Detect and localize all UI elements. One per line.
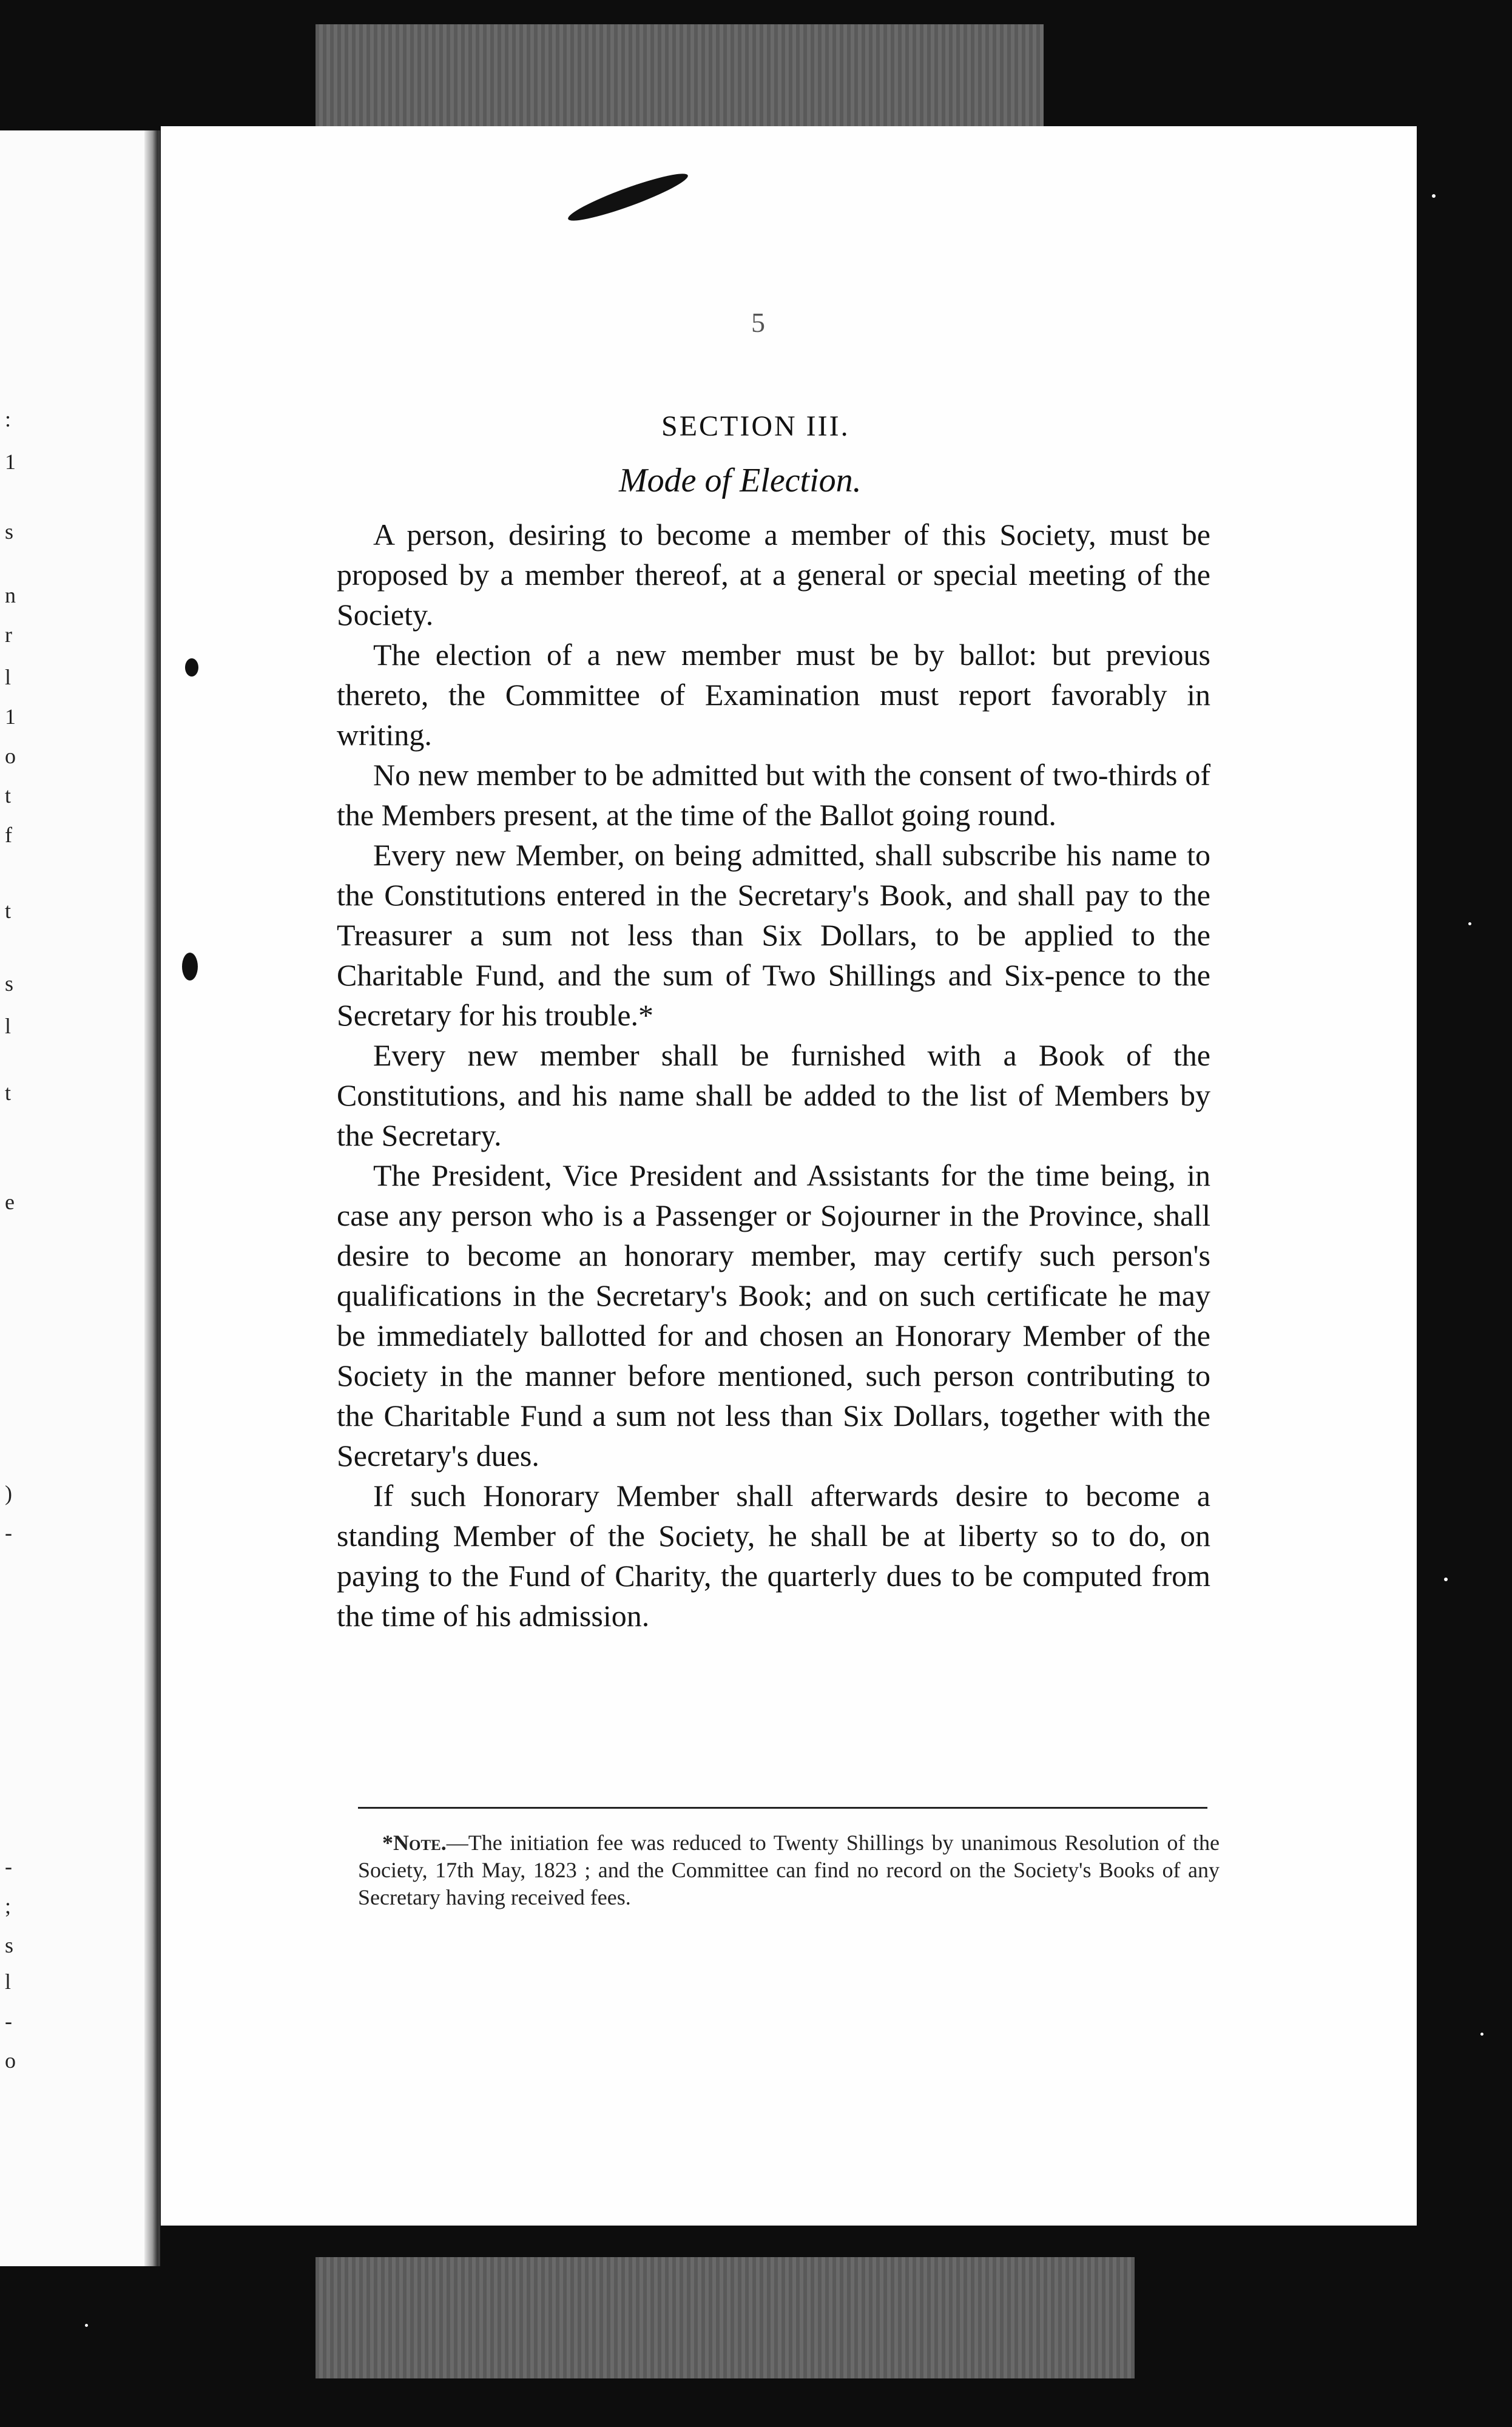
facing-page-edge: [0, 130, 160, 2266]
paragraph: If such Honorary Member shall afterwards desire to become a standing Member of the Society, he shall be at liberty so to do, on paying to the Fund of Charity, the quarterly dues to be computed from the time of his admission.: [337, 1479, 1210, 1633]
paragraph: Every new member shall be furnished with a Book of the Constitutions, and his name shall be added to the list of Members by the Secretary.: [337, 1038, 1210, 1152]
book-spine: [144, 130, 158, 2266]
ink-blot: [182, 953, 198, 981]
margin-fragment: r: [5, 623, 12, 647]
paragraph: A person, desiring to become a member of this Society, must be proposed by a member thereof, at a general or special meeting of the Society.: [337, 518, 1210, 632]
ink-blot: [185, 658, 198, 677]
margin-fragment: -: [5, 2009, 12, 2033]
margin-fragment: s: [5, 1933, 14, 1957]
page-number: 5: [751, 307, 765, 338]
margin-fragment: 1: [5, 450, 16, 474]
margin-fragment: f: [5, 823, 12, 847]
paragraph: Every new Member, on being admitted, shall subscribe his name to the Constitutions entered in the Secretary's Book, and shall pay to the Treasurer a sum not less than Six Dollars, to be applied to the Charitable Fund, and the sum of Two Shillings and Six-pence to the Secretary for his trouble.*: [337, 838, 1210, 1032]
margin-fragment: s: [5, 971, 14, 996]
margin-fragment: -: [5, 1521, 12, 1545]
scan-speck: [1444, 1578, 1448, 1581]
margin-fragment: l: [5, 1014, 12, 1038]
margin-fragment: t: [5, 783, 12, 808]
margin-fragment: o: [5, 744, 16, 768]
footnote-label: *Note.: [382, 1831, 447, 1855]
footnote-rule: [358, 1807, 1207, 1809]
margin-fragment: e: [5, 1190, 15, 1214]
body-text: [337, 515, 1210, 1636]
margin-fragment: s: [5, 519, 14, 544]
footnote: [358, 1829, 1220, 1911]
margin-fragment: -: [5, 1854, 12, 1878]
scan-speck: [1468, 922, 1471, 925]
section-subheading: Mode of Election.: [619, 462, 862, 499]
paragraph: The President, Vice President and Assistants for the time being, in case any person who is a Passenger or Sojourner in the Province, shall desire to become an honorary member, may certify such person's qualifications in the Secretary's Book; and on such certificate he may be immediately ballotted for and chosen an Honorary Member of the Society in the manner before mentioned, such person contributing to the Charitable Fund a sum not less than Six Dollars, together with the Secretary's dues.: [337, 1158, 1210, 1473]
margin-fragment: n: [5, 583, 16, 607]
paragraph: The election of a new member must be by ballot: but previous thereto, the Committee of Examination must report favorably in writing.: [337, 638, 1210, 752]
margin-fragment: l: [5, 665, 12, 689]
scan-speck: [1480, 2033, 1483, 2036]
scan-speck: [85, 2324, 88, 2327]
scan-backdrop-bottom: [316, 2257, 1135, 2378]
margin-fragment: o: [5, 2048, 16, 2073]
margin-fragment: ): [5, 1481, 12, 1505]
margin-fragment: t: [5, 899, 12, 923]
paragraph: No new member to be admitted but with the consent of two-thirds of the Members present, at the time of the Ballot going round.: [337, 758, 1210, 832]
margin-fragment: t: [5, 1081, 12, 1105]
footnote-text: —The initiation fee was reduced to Twenty Shillings by unanimous Resolution of the Society, 17th May, 1823 ; and the Committee can find no record on the Society's Books of any Secretary having received fees.: [358, 1831, 1220, 1909]
margin-fragment: l: [5, 1970, 12, 1994]
margin-fragment: :: [5, 407, 12, 431]
margin-fragment: ;: [5, 1894, 12, 1918]
margin-fragment: 1: [5, 704, 16, 729]
scan-speck: [1432, 194, 1436, 198]
section-heading: SECTION III.: [661, 410, 850, 442]
